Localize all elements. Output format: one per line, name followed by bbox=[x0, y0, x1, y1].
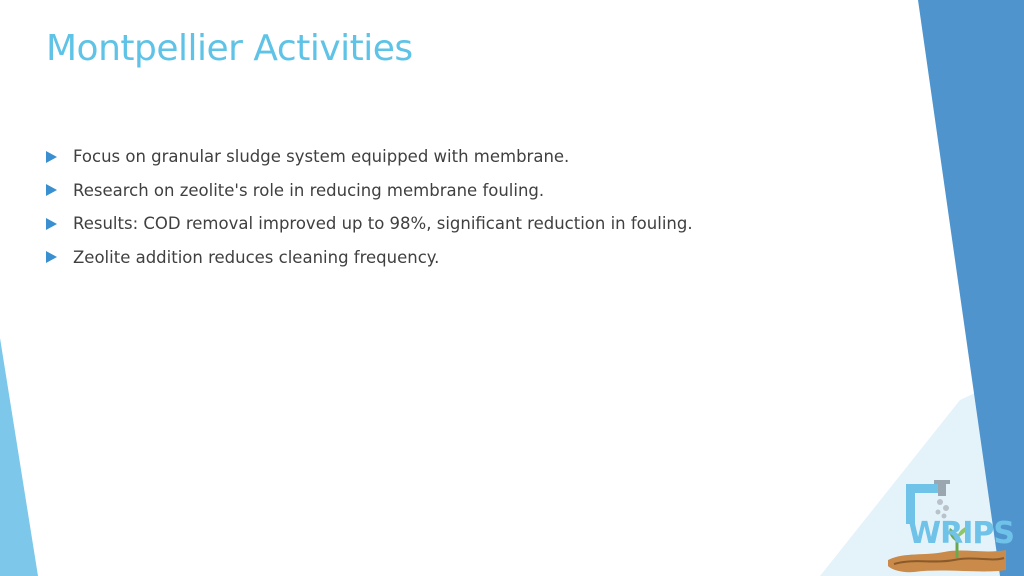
triangle-bullet-icon bbox=[46, 218, 57, 230]
triangle-bullet-icon bbox=[46, 251, 57, 263]
bullet-text: Research on zeolite's role in reducing membrane fouling. bbox=[73, 180, 545, 200]
bullet-text: Focus on granular sludge system equipped with membrane. bbox=[73, 147, 570, 167]
slide-title: Montpellier Activities bbox=[46, 28, 413, 69]
bullet-item bbox=[46, 140, 693, 174]
bullet-item bbox=[46, 174, 693, 208]
triangle-bullet-icon bbox=[46, 184, 57, 196]
bullet-text: Results: COD removal improved up to 98%, significant reduction in fouling. bbox=[73, 214, 693, 234]
logo-text: WRIPS bbox=[908, 516, 1014, 551]
bullet-item bbox=[46, 207, 693, 241]
bullet-item bbox=[46, 241, 693, 275]
wrips-logo bbox=[884, 478, 1014, 574]
left-accent-band bbox=[0, 338, 38, 576]
triangle-bullet-icon bbox=[46, 151, 57, 163]
bullet-list bbox=[46, 140, 693, 274]
bullet-text: Zeolite addition reduces cleaning frequency. bbox=[73, 247, 440, 267]
